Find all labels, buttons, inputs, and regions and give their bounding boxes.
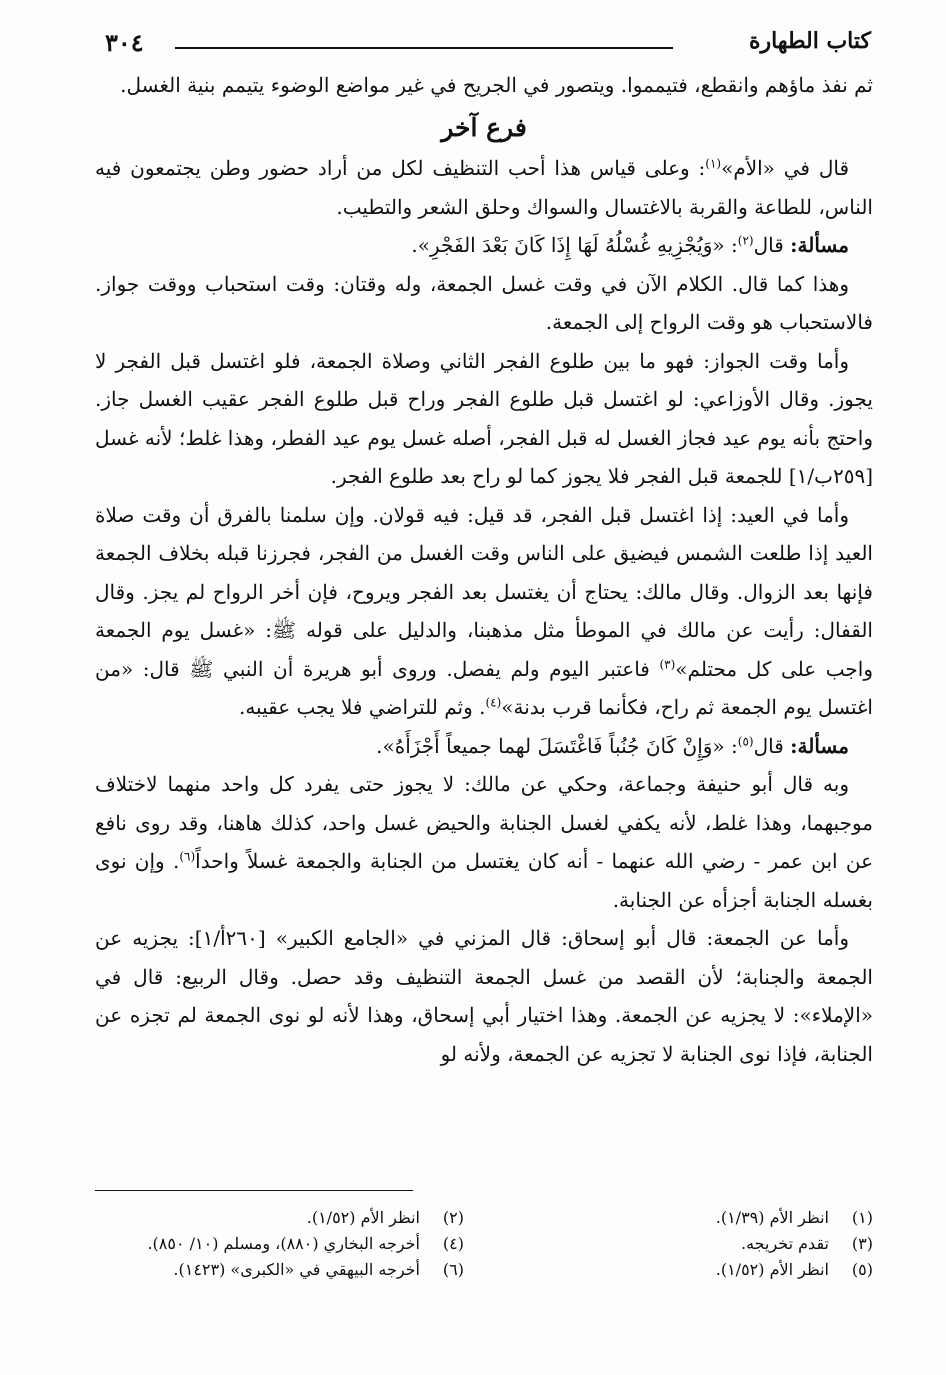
footnote-ref: (٣) [659,656,676,671]
text-run: : [724,233,738,257]
text-run: قال في «الأم» [721,156,850,180]
footnote-6 [95,1257,464,1283]
paragraph: وأما عن الجمعة: قال أبو إسحاق: قال المزني في «الجامع الكبير» [٢٦٠أ/١]: يجزيه عن الجمعة والجنابة؛ لأن القصد من غسل الجمعة التنظيف وقد حصل. وقال الربيع: قال في «الإملاء»: لا يجزيه عن الجمعة. وهذا اختيار أبي إسحاق، وهذا لأنه لو نوى الجمعة لم تجزه عن الجنابة، فإذا نوى الجنابة لا تجزيه عن الجمعة، ولأنه لو [95,926,873,1066]
text-run: وبه قال أبو حنيفة وجماعة، وحكي عن مالك: لا يجوز حتى يفرد كل واحد منهما لاختلاف موجبهما، وهذا غلط، لأنه يكفي لغسل الجنابة والحيض غسل واحد، كذلك هاهنا، وقد روى نافع عن ابن عمر - رضي الله عنهما - أنه كان يغتسل من الجنابة والجمعة غسلاً واحداً [95,772,873,873]
footnote-text: أخرجه البخاري (٨٨٠)، ومسلم (١٠/ ٨٥٠). [147,1234,420,1253]
masala-label: مسألة: [790,733,849,758]
footnote-number: (٣) [851,1234,873,1253]
footnote-number: (٤) [442,1234,464,1253]
footnote-text: أخرجه البيهقي في «الكبرى» (١٤٢٣). [173,1260,420,1279]
quoted-matn: «وَيُجْزِيهِ غُسْلُهُ لَهَا إِذَا كَانَ بَعْدَ الفَجْرِ». [411,233,725,257]
chapter-title: كتاب الطهارة [748,28,871,54]
text-run: . وإن نوى بغسله الجنابة أجزأه عن الجنابة. [95,849,873,912]
footnote-5 [504,1257,873,1283]
footnote-1 [504,1205,873,1231]
footnote-number: (٥) [851,1260,873,1279]
text-run: : [724,733,738,758]
masala-label: مسألة: [790,233,849,257]
text-run: قال [753,233,791,257]
footnote-text: انظر الأم (١/٥٢). [306,1208,420,1227]
footnote-text: انظر الأم (١/٣٩). [715,1208,829,1227]
paragraph [95,496,873,727]
text-run: قال [753,733,791,758]
footnote-4 [95,1231,464,1257]
text-run: : وعلى قياس هذا أحب التنظيف لكل من أراد حضور وطن يجتمعون فيه الناس، للطاعة والقربة بالاغتسال والسواك وحلق الشعر والتطيب. [95,156,873,219]
masala-paragraph [95,226,873,265]
footnote-ref: (٥) [737,733,754,748]
page-number: ٣٠٤ [105,28,144,57]
footnote-number: (٦) [442,1260,464,1279]
footnote-ref: (٤) [485,695,502,710]
header-rule [175,47,673,49]
footnote-ref: (١) [705,156,722,171]
text-run: وأما في العيد: إذا اغتسل قبل الفجر، قد قيل: فيه قولان. وإن سلمنا بالفرق أن وقت صلاة العيد إذا طلعت الشمس فيضيق على الناس وقت الغسل من الفجر، فجرزنا قبله بخلاف الجمعة فإنها بعد الزوال. وقال مالك: يحتاج أن يغتسل بعد الفجر ويروح، فإن أخر الرواح لم يجز. وقال القفال: رأيت عن مالك في الموطأ مثل مذهبنا، والدليل على قوله ﷺ: «غسل يوم الجمعة واجب على كل محتلم» [95,502,873,681]
quoted-matn: «وَإِنْ كَانَ جُنُباً فَاغْتَسَلَ لهما جميعاً أَجْزَأَهُ». [376,733,725,758]
paragraph [95,149,873,226]
footnote-3 [504,1231,873,1257]
running-header [95,22,873,66]
footnotes [95,1205,873,1283]
masala-paragraph [95,727,873,766]
page [95,22,873,1073]
main-text [95,66,873,1073]
text-run: فاعتبر اليوم ولم يفصل. وروى أبو هريرة أن النبي ﷺ قال: «من اغتسل يوم الجمعة ثم راح، فكأنما قرب بدنة» [95,656,873,719]
footnote-rule [95,1190,413,1191]
footnote-text: انظر الأم (١/٥٢). [715,1260,829,1279]
paragraph: وهذا كما قال. الكلام الآن في وقت غسل الجمعة، وله وقتان: وقت استحباب ووقت جواز. فالاستحباب هو وقت الرواح إلى الجمعة. [95,271,873,334]
footnote-2 [95,1205,464,1231]
paragraph: ثم نفذ ماؤهم وانقطع، فتيمموا. ويتصور في الجريح في غير مواضع الوضوء يتيمم بنية الغسل. [120,73,873,97]
text-run: . وثم للتراضي فلا يجب عقيبه. [238,695,486,719]
footnote-number: (٢) [442,1208,464,1227]
footnote-ref: (٢) [737,233,754,248]
section-heading: فرع آخر [441,112,527,142]
paragraph: وأما وقت الجواز: فهو ما بين طلوع الفجر الثاني وصلاة الجمعة، فلو اغتسل قبل الفجر لا يجوز. وقال الأوزاعي: لو اغتسل قبل طلوع الفجر وراح قبل طلوع الفجر عقيب الغسل جاز. واحتج بأنه يوم عيد فجاز الغسل له قبل الفجر، أصله غسل يوم عيد الفطر، وهذا غلط؛ لأنه غسل [٢٥٩ب/١] للجمعة قبل الفجر فلا يجوز كما لو راح بعد طلوع الفجر. [95,348,873,488]
footnote-number: (١) [851,1208,873,1227]
paragraph [95,765,873,919]
footnote-text: تقدم تخريجه. [741,1234,829,1253]
footnote-ref: (٦) [179,849,196,864]
